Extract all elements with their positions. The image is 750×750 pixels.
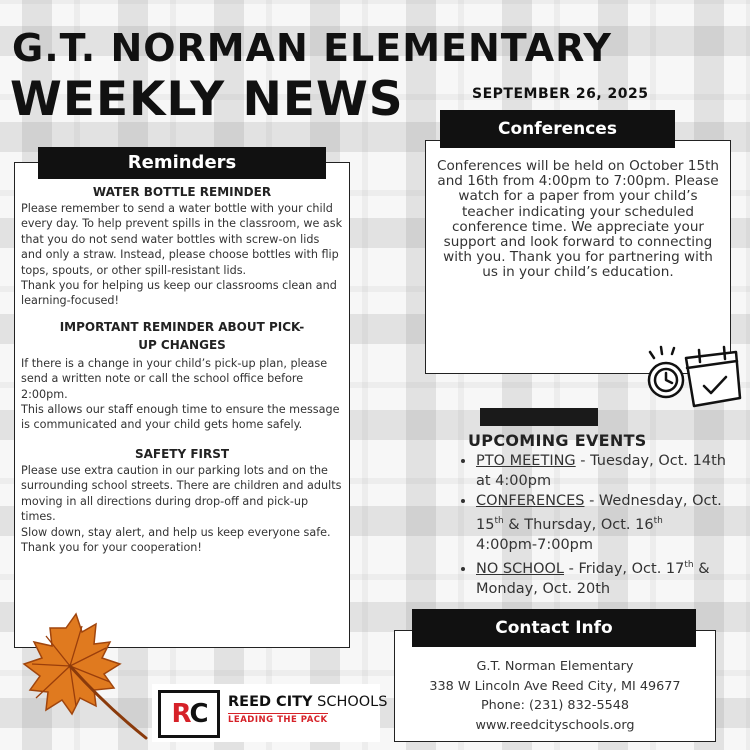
list-item: • NO SCHOOL - Friday, Oct. 17th & Monday, Oct. 20th	[476, 555, 736, 599]
section-paragraph: If there is a change in your child’s pick-up plan, please send a written note or call the school office before 2:00pm.	[21, 356, 328, 401]
district-logo	[152, 684, 388, 742]
calendar-clock-icon	[644, 340, 744, 420]
events-decor-bar	[480, 408, 598, 426]
newsletter-title: WEEKLY NEWS	[10, 72, 404, 127]
section-heading: WATER BOTTLE REMINDER	[92, 185, 272, 199]
contact-line: www.reedcityschools.org	[475, 717, 635, 733]
reminders-heading: Reminders	[38, 147, 326, 179]
contact-heading: Contact Info	[412, 609, 696, 647]
section-paragraph: Slow down, stay alert, and help us keep everyone safe.	[21, 525, 331, 539]
autumn-leaf-icon	[6, 606, 156, 746]
section-paragraph: This allows our staff enough time to ensure the message is communicated and your child gets home safely.	[21, 403, 340, 432]
reminders-panel	[14, 162, 350, 648]
conferences-panel	[425, 140, 731, 374]
logo-name: REED CITY SCHOOLS	[228, 694, 388, 710]
conferences-text: Conferences will be held on October 15th and 16th from 4:00pm to 7:00pm. Please watch for a paper from your child’s teacher indicating your scheduled conference time. We appreciate your support and look forward to connecting with you. Thank you for partnering with us in your child’s education.	[436, 158, 720, 281]
section-paragraph: Please remember to send a water bottle with your child every day. To help prevent spills in the classroom, we ask that you do not send water bottles with screw-on lids and only a straw. Instead, please choose bottles with flip tops, spouts, or other spill-resistant lids.	[21, 202, 343, 277]
contact-line: G.T. Norman Elementary	[476, 659, 634, 674]
logo-mark: RC	[158, 690, 220, 738]
events-heading: UPCOMING EVENTS	[468, 431, 647, 450]
section-heading: SAFETY FIRST	[134, 446, 230, 461]
events-list	[450, 451, 736, 599]
list-item: • CONFERENCES - Wednesday, Oct. 15th & Thursday, Oct. 16th 4:00pm-7:00pm	[476, 491, 736, 555]
section-paragraph: Please use extra caution in our parking lots and on the surrounding school streets. There are children and adults moving in all directions during drop-off and pick-up times.	[21, 463, 342, 524]
contact-line: 338 W Lincoln Ave Reed City, MI 49677	[429, 678, 681, 694]
issue-date: SEPTEMBER 26, 2025	[472, 86, 649, 102]
conferences-heading: Conferences	[440, 110, 675, 148]
section-paragraph: Thank you for your cooperation!	[21, 540, 202, 554]
section-paragraph: Thank you for helping us keep our classrooms clean and learning-focused!	[21, 279, 337, 308]
logo-tagline: LEADING THE PACK	[228, 715, 328, 725]
list-item: • PTO MEETING - Tuesday, Oct. 14th at 4:00pm	[476, 451, 736, 491]
contact-line: Phone: (231) 832-5548	[480, 698, 630, 713]
school-name: G.T. NORMAN ELEMENTARY	[12, 26, 612, 70]
section-heading: IMPORTANT REMINDER ABOUT PICK-UP CHANGES	[59, 319, 305, 352]
